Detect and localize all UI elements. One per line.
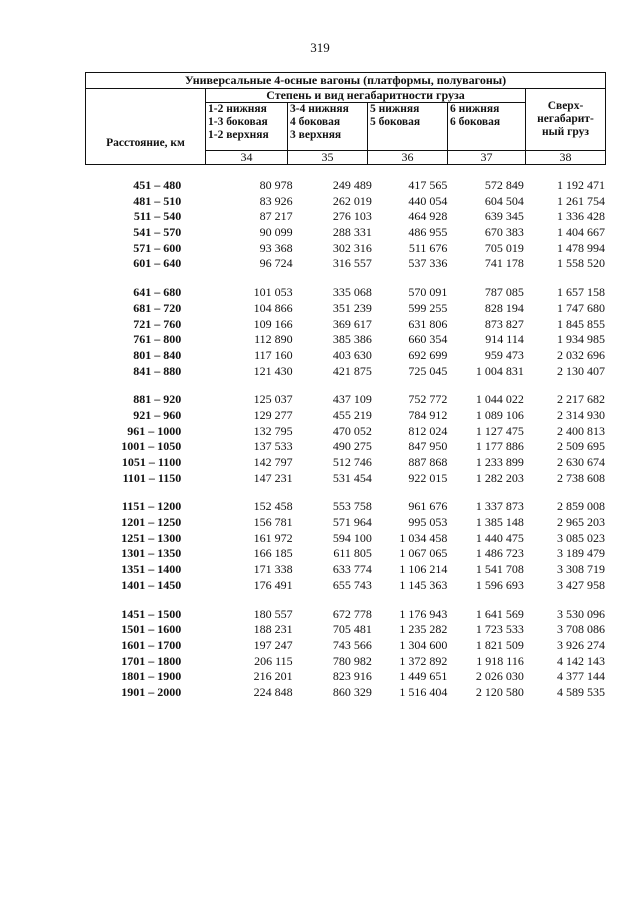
value-col-38: 4 377 144	[557, 669, 605, 684]
value-col-36: 692 699	[408, 347, 448, 362]
value-col-36: 1 145 363	[399, 577, 448, 592]
value-col-36: 570 091	[408, 285, 448, 300]
value-col-36: 752 772	[408, 392, 448, 407]
table-row	[85, 562, 605, 578]
distance-cell: 1501 – 1600	[121, 622, 182, 637]
column-number: 35	[288, 151, 368, 165]
value-col-35: 249 489	[332, 178, 372, 192]
value-col-36: 1 449 651	[399, 669, 448, 684]
value-col-38: 4 589 535	[557, 684, 605, 699]
value-col-38: 2 314 930	[557, 407, 605, 422]
value-col-35: 655 743	[332, 577, 372, 592]
value-col-37: 1 044 022	[475, 392, 524, 407]
value-col-34: 93 368	[259, 240, 293, 255]
distance-cell: 1101 – 1150	[122, 470, 182, 485]
value-col-37: 670 383	[484, 225, 524, 240]
table-row	[85, 654, 605, 670]
value-col-37: 2 026 030	[475, 669, 524, 684]
value-col-34: 112 890	[254, 332, 293, 347]
value-col-35: 780 982	[332, 653, 372, 668]
value-col-37: 1 282 203	[475, 470, 524, 485]
value-col-34: 109 166	[253, 316, 293, 331]
value-col-37: 1 089 106	[475, 407, 524, 422]
table-row	[85, 578, 605, 594]
table-row	[85, 392, 605, 408]
table-row	[85, 638, 605, 654]
value-col-35: 276 103	[332, 209, 372, 224]
value-col-36: 631 806	[408, 316, 448, 331]
value-col-34: 101 053	[253, 285, 293, 300]
table-row	[85, 178, 605, 194]
value-col-36: 599 255	[408, 300, 448, 315]
column-line: 5 боковая	[370, 116, 421, 128]
value-col-38: 1 934 985	[557, 332, 605, 347]
value-col-37: 959 473	[484, 347, 524, 362]
value-col-34: 142 797	[253, 455, 293, 469]
table-row	[85, 194, 605, 210]
value-col-36: 1 372 892	[399, 653, 448, 668]
table-row	[85, 622, 605, 638]
table-body	[85, 178, 605, 714]
table-row	[85, 499, 605, 515]
value-col-34: 216 201	[253, 669, 293, 684]
value-col-34: 188 231	[253, 622, 293, 637]
value-col-35: 594 100	[332, 530, 372, 545]
value-col-36: 486 955	[408, 225, 448, 240]
value-col-34: 171 338	[253, 562, 293, 577]
column-line: 3 верхняя	[290, 129, 342, 141]
column-line: 1-2 нижняя	[208, 103, 267, 115]
value-col-35: 672 778	[332, 606, 372, 621]
column-number: 36	[368, 151, 448, 165]
value-col-34: 147 231	[253, 470, 293, 485]
value-col-38: 3 708 086	[557, 622, 605, 637]
distance-cell: 1601 – 1700	[121, 637, 182, 652]
distance-cell: 1151 – 1200	[121, 499, 182, 514]
table-row	[85, 209, 605, 225]
row-group	[85, 607, 605, 701]
value-col-35: 421 875	[332, 363, 372, 378]
page-number: 319	[310, 40, 330, 55]
value-col-38: 3 530 096	[557, 606, 605, 621]
value-col-34: 166 185	[253, 546, 293, 561]
value-col-34: 129 277	[253, 407, 293, 422]
table-header	[85, 72, 606, 165]
column-line: 6 боковая	[450, 116, 501, 128]
table-row	[85, 348, 605, 364]
value-col-38: 2 130 407	[557, 363, 605, 378]
value-col-36: 1 067 065	[399, 546, 448, 561]
distance-cell: 1701 – 1800	[121, 653, 182, 668]
value-col-36: 887 868	[408, 455, 448, 469]
value-col-37: 873 827	[484, 316, 524, 331]
value-col-34: 104 866	[253, 300, 293, 315]
value-col-34: 156 781	[253, 515, 293, 530]
distance-cell: 801 – 840	[133, 347, 182, 362]
value-col-38: 4 142 143	[557, 653, 605, 668]
value-col-35: 385 386	[332, 332, 372, 347]
value-col-37: 1 440 475	[475, 530, 524, 545]
distance-cell: 1251 – 1300	[121, 530, 182, 545]
value-col-35: 705 481	[332, 622, 372, 637]
value-col-38: 2 217 682	[557, 392, 605, 407]
table-row	[85, 546, 605, 562]
distance-cell: 511 – 540	[133, 209, 182, 224]
value-col-34: 80 978	[259, 178, 293, 192]
over-line: ный груз	[542, 126, 589, 138]
row-group	[85, 392, 605, 486]
value-col-35: 860 329	[332, 684, 372, 699]
value-col-34: 197 247	[253, 637, 293, 652]
value-col-35: 335 068	[332, 285, 372, 300]
column-line: 6 нижняя	[450, 103, 500, 115]
value-col-37: 1 127 475	[475, 423, 524, 438]
value-col-37: 914 114	[485, 332, 524, 347]
column-header-35	[288, 103, 368, 151]
column-header-36	[368, 103, 448, 151]
column-header-34	[206, 103, 288, 151]
value-col-36: 537 336	[408, 256, 448, 271]
column-line: 4 боковая	[290, 116, 341, 128]
value-col-36: 784 912	[408, 407, 448, 422]
table-row	[85, 332, 605, 348]
value-col-36: 464 928	[408, 209, 448, 224]
value-col-38: 1 261 754	[557, 193, 605, 208]
value-col-36: 812 024	[408, 423, 448, 438]
value-col-37: 1 641 569	[475, 606, 524, 621]
value-col-38: 1 404 667	[557, 225, 605, 240]
value-col-36: 847 950	[408, 439, 448, 454]
value-col-38: 1 657 158	[557, 285, 605, 300]
table-row	[85, 455, 605, 471]
value-col-37: 1 723 533	[475, 622, 524, 637]
value-col-37: 639 345	[484, 209, 524, 224]
value-col-38: 1 747 680	[557, 300, 605, 315]
value-col-36: 725 045	[408, 363, 448, 378]
value-col-36: 995 053	[408, 515, 448, 530]
table-subtitle: Степень и вид негабаритности груза	[206, 89, 526, 103]
value-col-37: 1 596 693	[475, 577, 524, 592]
distance-cell: 1201 – 1250	[121, 515, 182, 530]
value-col-37: 705 019	[484, 240, 524, 255]
value-col-34: 152 458	[253, 499, 293, 514]
value-col-34: 161 972	[253, 530, 293, 545]
table-row	[85, 531, 605, 547]
distance-cell: 841 – 880	[133, 363, 182, 378]
value-col-35: 455 219	[332, 407, 372, 422]
table-row	[85, 685, 605, 701]
table-row	[85, 364, 605, 380]
value-col-35: 403 630	[332, 347, 372, 362]
value-col-38: 3 308 719	[557, 562, 605, 577]
distance-cell: 1351 – 1400	[121, 562, 182, 577]
distance-cell: 1801 – 1900	[121, 669, 182, 684]
value-col-38: 2 400 813	[557, 423, 605, 438]
value-col-38: 1 336 428	[557, 209, 605, 224]
row-group	[85, 499, 605, 593]
value-col-35: 571 964	[332, 515, 372, 530]
distance-header: Расстояние, км	[86, 89, 206, 165]
column-number: 34	[206, 151, 288, 165]
value-col-34: 206 115	[254, 653, 293, 668]
value-col-34: 90 099	[259, 225, 293, 240]
value-col-36: 511 676	[408, 240, 448, 255]
value-col-34: 121 430	[253, 363, 293, 378]
value-col-37: 1 541 708	[475, 562, 524, 577]
value-col-38: 3 926 274	[557, 637, 605, 652]
value-col-36: 1 034 458	[399, 530, 448, 545]
table-row	[85, 317, 605, 333]
value-col-35: 369 617	[332, 316, 372, 331]
over-dimension-header	[526, 89, 606, 151]
column-line: 3-4 нижняя	[290, 103, 349, 115]
value-col-37: 604 504	[484, 193, 524, 208]
column-number: 37	[448, 151, 526, 165]
value-col-36: 961 676	[408, 499, 448, 514]
value-col-34: 224 848	[253, 684, 293, 699]
table-title: Универсальные 4-осные вагоны (платформы, полувагоны)	[86, 73, 606, 89]
value-col-36: 1 516 404	[399, 684, 448, 699]
value-col-36: 1 304 600	[399, 637, 448, 652]
table-row	[85, 607, 605, 623]
distance-cell: 1051 – 1100	[121, 455, 182, 469]
distance-cell: 721 – 760	[133, 316, 182, 331]
value-col-37: 1 233 899	[475, 455, 524, 469]
value-col-37: 1 918 116	[476, 653, 524, 668]
value-col-35: 633 774	[332, 562, 372, 577]
value-col-38: 2 965 203	[557, 515, 605, 530]
column-line: 1-3 боковая	[208, 116, 268, 128]
value-col-34: 180 557	[253, 606, 293, 621]
value-col-34: 137 533	[253, 439, 293, 454]
value-col-34: 132 795	[253, 423, 293, 438]
value-col-35: 743 566	[332, 637, 372, 652]
value-col-36: 660 354	[408, 332, 448, 347]
value-col-35: 611 805	[333, 546, 372, 561]
value-col-36: 1 176 943	[399, 606, 448, 621]
value-col-36: 417 565	[408, 178, 448, 192]
column-header-37	[448, 103, 526, 151]
table-row	[85, 439, 605, 455]
distance-cell: 961 – 1000	[127, 423, 182, 438]
value-col-35: 288 331	[332, 225, 372, 240]
value-col-35: 437 109	[332, 392, 372, 407]
distance-cell: 881 – 920	[133, 392, 182, 407]
distance-cell: 761 – 800	[133, 332, 182, 347]
value-col-37: 1 177 886	[475, 439, 524, 454]
value-col-38: 3 189 479	[557, 546, 605, 561]
table-row	[85, 301, 605, 317]
table-row	[85, 424, 605, 440]
value-col-34: 176 491	[253, 577, 293, 592]
distance-cell: 921 – 960	[133, 407, 182, 422]
distance-cell: 601 – 640	[133, 256, 182, 271]
value-col-38: 3 427 958	[557, 577, 605, 592]
distance-cell: 681 – 720	[133, 300, 182, 315]
distance-cell: 1001 – 1050	[121, 439, 182, 454]
table-row	[85, 256, 605, 272]
table-row	[85, 241, 605, 257]
value-col-38: 2 032 696	[557, 347, 605, 362]
value-col-34: 87 217	[259, 209, 293, 224]
value-col-35: 351 239	[332, 300, 372, 315]
column-line: 5 нижняя	[370, 103, 420, 115]
value-col-38: 1 478 994	[557, 240, 605, 255]
over-line: Сверх-	[547, 100, 584, 112]
value-col-34: 117 160	[254, 347, 293, 362]
distance-cell: 1401 – 1450	[121, 577, 182, 592]
distance-cell: 541 – 570	[133, 225, 182, 240]
row-group	[85, 285, 605, 379]
value-col-37: 1 004 831	[475, 363, 524, 378]
value-col-38: 1 845 855	[557, 316, 605, 331]
value-col-34: 96 724	[259, 256, 293, 271]
value-col-35: 316 557	[332, 256, 372, 271]
value-col-37: 828 194	[484, 300, 524, 315]
column-line: 1-2 верхняя	[208, 129, 269, 141]
value-col-34: 83 926	[259, 193, 293, 208]
value-col-38: 2 630 674	[557, 455, 605, 469]
distance-cell: 1301 – 1350	[121, 546, 182, 561]
table-row	[85, 408, 605, 424]
value-col-38: 2 509 695	[557, 439, 605, 454]
value-col-36: 1 235 282	[399, 622, 448, 637]
value-col-35: 470 052	[332, 423, 372, 438]
value-col-37: 741 178	[484, 256, 524, 271]
value-col-38: 3 085 023	[557, 530, 605, 545]
value-col-35: 262 019	[332, 193, 372, 208]
row-group	[85, 178, 605, 272]
distance-cell: 481 – 510	[133, 193, 182, 208]
distance-cell: 641 – 680	[133, 285, 182, 300]
value-col-36: 922 015	[408, 470, 448, 485]
value-col-37: 1 385 148	[475, 515, 524, 530]
column-number: 38	[526, 151, 606, 165]
value-col-36: 440 054	[408, 193, 448, 208]
value-col-34: 125 037	[253, 392, 293, 407]
distance-cell: 571 – 600	[133, 240, 182, 255]
distance-cell: 451 – 480	[133, 178, 182, 192]
table-row	[85, 471, 605, 487]
table-row	[85, 285, 605, 301]
table-row	[85, 515, 605, 531]
value-col-37: 1 821 509	[475, 637, 524, 652]
value-col-35: 553 758	[332, 499, 372, 514]
distance-cell: 1451 – 1500	[121, 606, 182, 621]
value-col-35: 531 454	[332, 470, 372, 485]
value-col-35: 512 746	[332, 455, 372, 469]
distance-cell: 1901 – 2000	[121, 684, 182, 699]
value-col-38: 2 859 008	[557, 499, 605, 514]
value-col-38: 2 738 608	[557, 470, 605, 485]
value-col-37: 787 085	[484, 285, 524, 300]
table-row	[85, 669, 605, 685]
value-col-35: 490 275	[332, 439, 372, 454]
value-col-37: 1 486 723	[475, 546, 524, 561]
over-line: негабарит-	[537, 113, 594, 125]
value-col-35: 823 916	[332, 669, 372, 684]
value-col-38: 1 192 471	[557, 178, 605, 192]
value-col-37: 2 120 580	[475, 684, 524, 699]
value-col-37: 572 849	[484, 178, 524, 192]
table-row	[85, 225, 605, 241]
value-col-35: 302 316	[332, 240, 372, 255]
value-col-36: 1 106 214	[399, 562, 448, 577]
value-col-38: 1 558 520	[557, 256, 605, 271]
value-col-37: 1 337 873	[475, 499, 524, 514]
